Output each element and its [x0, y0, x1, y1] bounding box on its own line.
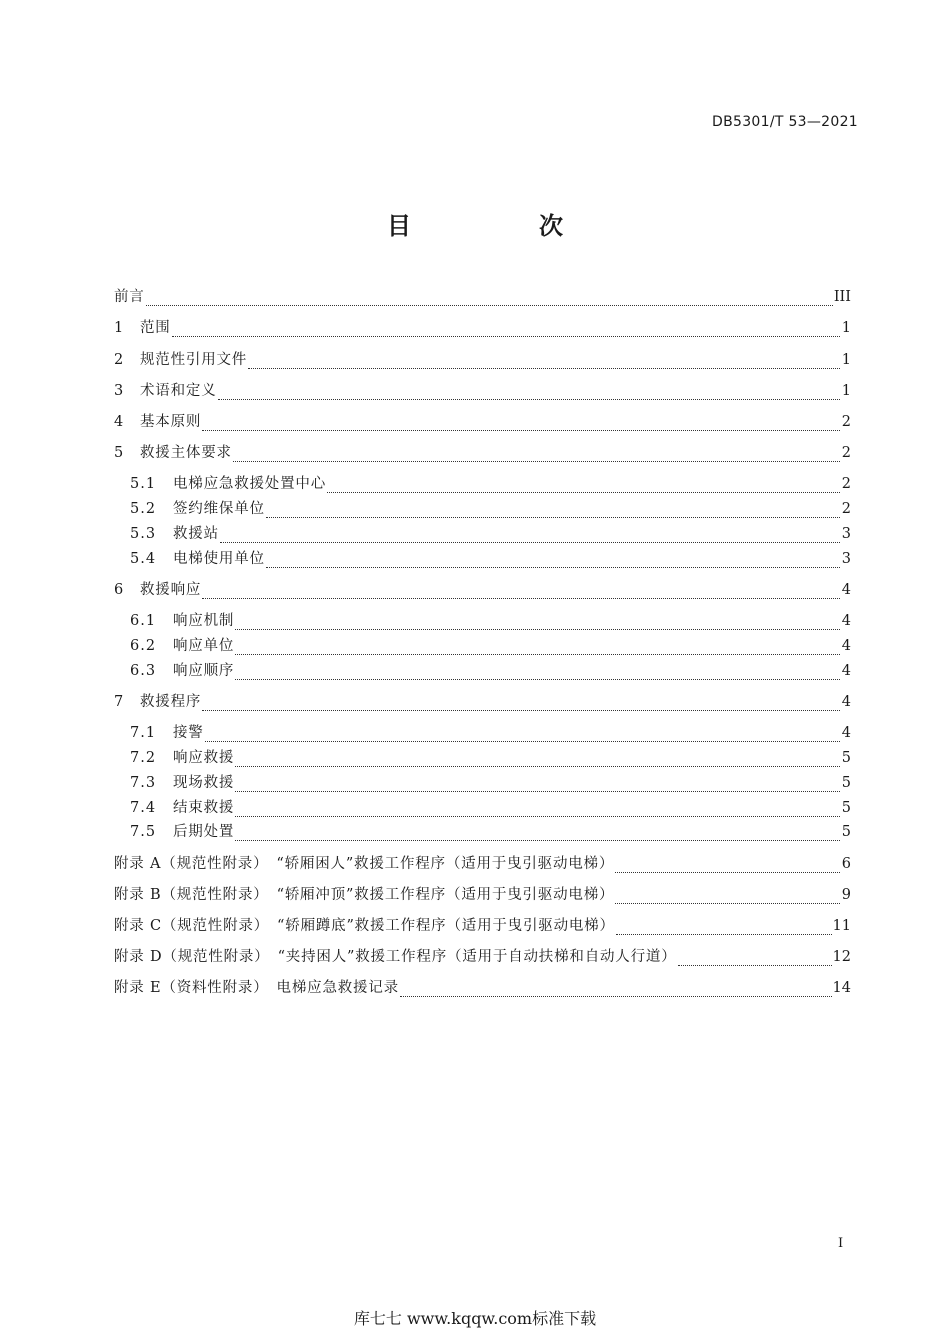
- toc-entry-label: 术语和定义: [140, 383, 217, 399]
- toc-entry-page: 4: [841, 694, 851, 710]
- toc-entry-5-4[interactable]: [130, 547, 851, 571]
- toc-entry-number: 7: [114, 694, 124, 710]
- toc-entry-label: 接警: [173, 725, 204, 741]
- toc-entry-appendix-b[interactable]: [114, 883, 851, 907]
- toc-entry-label: 后期处置: [173, 824, 235, 840]
- dot-leader: [235, 663, 840, 683]
- toc-entry-page: 4: [841, 725, 851, 741]
- toc-entry-appendix-e[interactable]: [114, 976, 851, 1000]
- toc-entry-label: 附录 A（规范性附录） “轿厢困人”救援工作程序（适用于曳引驱动电梯）: [114, 856, 615, 872]
- dot-leader: [266, 501, 840, 521]
- toc-entry-page: 2: [841, 445, 851, 461]
- toc-entry-label: 救援主体要求: [140, 445, 232, 461]
- toc-entry-page: 3: [841, 526, 851, 542]
- dot-leader: [202, 414, 840, 434]
- toc-entry-page: 1: [841, 320, 851, 336]
- dot-leader: [235, 638, 840, 658]
- toc-entry-number: 6: [114, 582, 124, 598]
- toc-entry-number: 6.3: [130, 663, 157, 679]
- toc-entry-label: 响应机制: [173, 613, 235, 629]
- toc-entry-number: 6.2: [130, 638, 157, 654]
- toc-entry-number: 3: [114, 383, 124, 399]
- watermark-text: 库七七 www.kqqw.com标准下载: [353, 1309, 597, 1328]
- toc-entry-5-1[interactable]: [130, 472, 851, 496]
- toc-entry-page: 2: [841, 501, 851, 517]
- toc-entry-page: 5: [841, 800, 851, 816]
- toc-entry-7-4[interactable]: [130, 796, 851, 820]
- toc-entry-label: 响应救援: [173, 750, 235, 766]
- toc-entry-5-2[interactable]: [130, 497, 851, 521]
- toc-entry-number: 5: [114, 445, 124, 461]
- toc-entry-label: 规范性引用文件: [140, 352, 248, 368]
- toc-entry-page: 9: [841, 887, 851, 903]
- toc-entry-number: 5.1: [130, 476, 157, 492]
- dot-leader: [616, 918, 832, 938]
- toc-entry-label: 前言: [114, 289, 145, 305]
- toc-entry-5[interactable]: [114, 441, 851, 465]
- toc-entry-page: 4: [841, 663, 851, 679]
- toc-entry-number: 7.5: [130, 824, 157, 840]
- dot-leader: [327, 476, 840, 496]
- toc-entry-foreword[interactable]: [114, 285, 851, 309]
- toc-entry-page: 5: [841, 824, 851, 840]
- toc-entry-7-1[interactable]: [130, 721, 851, 745]
- toc-entry-6-2[interactable]: [130, 634, 851, 658]
- toc-entry-number: 1: [114, 320, 124, 336]
- toc-entry-label: 现场救援: [173, 775, 235, 791]
- toc-entry-7-3[interactable]: [130, 771, 851, 795]
- dot-leader: [235, 800, 840, 820]
- toc-entry-label: 救援响应: [140, 582, 202, 598]
- toc-entry-page: 2: [841, 414, 851, 430]
- toc-entry-number: 7.2: [130, 750, 157, 766]
- toc-entry-appendix-a[interactable]: [114, 852, 851, 876]
- dot-leader: [146, 289, 833, 309]
- dot-leader: [615, 856, 840, 876]
- toc-entry-number: 7.4: [130, 800, 157, 816]
- toc-entry-number: 5.2: [130, 501, 157, 517]
- toc-entry-label: 签约维保单位: [173, 501, 265, 517]
- dot-leader: [235, 824, 840, 844]
- dot-leader: [202, 582, 840, 602]
- toc-entry-label: 响应单位: [173, 638, 235, 654]
- dot-leader: [205, 725, 840, 745]
- dot-leader: [220, 526, 840, 546]
- dot-leader: [233, 445, 840, 465]
- toc-entry-label: 电梯使用单位: [173, 551, 265, 567]
- dot-leader: [266, 551, 840, 571]
- toc-entry-7-2[interactable]: [130, 746, 851, 770]
- toc-entry-page: 12: [832, 949, 851, 965]
- toc-entry-label: 救援站: [173, 526, 219, 542]
- toc-entry-5-3[interactable]: [130, 522, 851, 546]
- toc-entry-label: 结束救援: [173, 800, 235, 816]
- toc-entry-page: 2: [841, 476, 851, 492]
- dot-leader: [235, 750, 840, 770]
- toc-entry-label: 基本原则: [140, 414, 202, 430]
- toc-entry-number: 6.1: [130, 613, 157, 629]
- toc-entry-number: 5.3: [130, 526, 157, 542]
- toc-entry-number: 4: [114, 414, 124, 430]
- dot-leader: [235, 775, 840, 795]
- toc-entry-page: 4: [841, 613, 851, 629]
- toc-entry-appendix-c[interactable]: [114, 914, 851, 938]
- toc-entry-page: 4: [841, 638, 851, 654]
- toc-title: 目 次: [387, 212, 615, 240]
- toc-entry-6[interactable]: [114, 578, 851, 602]
- toc-entry-7-5[interactable]: [130, 820, 851, 844]
- toc-entry-2[interactable]: [114, 348, 851, 372]
- toc-entry-1[interactable]: [114, 316, 851, 340]
- toc-entry-page: 4: [841, 582, 851, 598]
- toc-entry-page: 5: [841, 775, 851, 791]
- toc-entry-4[interactable]: [114, 410, 851, 434]
- toc-entry-page: 3: [841, 551, 851, 567]
- toc-entry-label: 电梯应急救援处置中心: [173, 476, 326, 492]
- toc-entry-page: 1: [841, 383, 851, 399]
- toc-entry-label: 救援程序: [140, 694, 202, 710]
- dot-leader: [400, 980, 832, 1000]
- dot-leader: [678, 949, 832, 969]
- toc-entry-label: 附录 E（资料性附录） 电梯应急救援记录: [114, 980, 399, 996]
- toc-entry-label: 响应顺序: [173, 663, 235, 679]
- dot-leader: [248, 352, 840, 372]
- toc-entry-page: 14: [832, 980, 851, 996]
- toc-entry-page: 11: [832, 918, 851, 934]
- toc-entry-label: 附录 B（规范性附录） “轿厢冲顶”救援工作程序（适用于曳引驱动电梯）: [114, 887, 615, 903]
- dot-leader: [235, 613, 840, 633]
- toc-entry-number: 7.3: [130, 775, 157, 791]
- toc-entry-6-3[interactable]: [130, 659, 851, 683]
- toc-entry-label: 附录 C（规范性附录） “轿厢蹲底”救援工作程序（适用于曳引驱动电梯）: [114, 918, 615, 934]
- toc-entry-appendix-d[interactable]: [114, 945, 851, 969]
- dot-leader: [218, 383, 841, 403]
- dot-leader: [615, 887, 840, 907]
- toc-entry-6-1[interactable]: [130, 609, 851, 633]
- document-code: DB5301/T 53—2021: [712, 114, 858, 130]
- toc-entry-number: 7.1: [130, 725, 157, 741]
- toc-entry-page: 6: [841, 856, 851, 872]
- toc-entry-page: 5: [841, 750, 851, 766]
- toc-entry-page: 1: [841, 352, 851, 368]
- dot-leader: [202, 694, 840, 714]
- toc-entry-label: 附录 D（规范性附录） “夹持困人”救援工作程序（适用于自动扶梯和自动人行道）: [114, 949, 677, 965]
- toc-entry-number: 2: [114, 352, 124, 368]
- toc-entry-label: 范围: [140, 320, 171, 336]
- toc-entry-3[interactable]: [114, 379, 851, 403]
- toc-entry-7[interactable]: [114, 690, 851, 714]
- dot-leader: [172, 320, 840, 340]
- page-number: I: [838, 1236, 844, 1251]
- toc-entry-number: 5.4: [130, 551, 157, 567]
- toc-entry-page: III: [833, 289, 851, 305]
